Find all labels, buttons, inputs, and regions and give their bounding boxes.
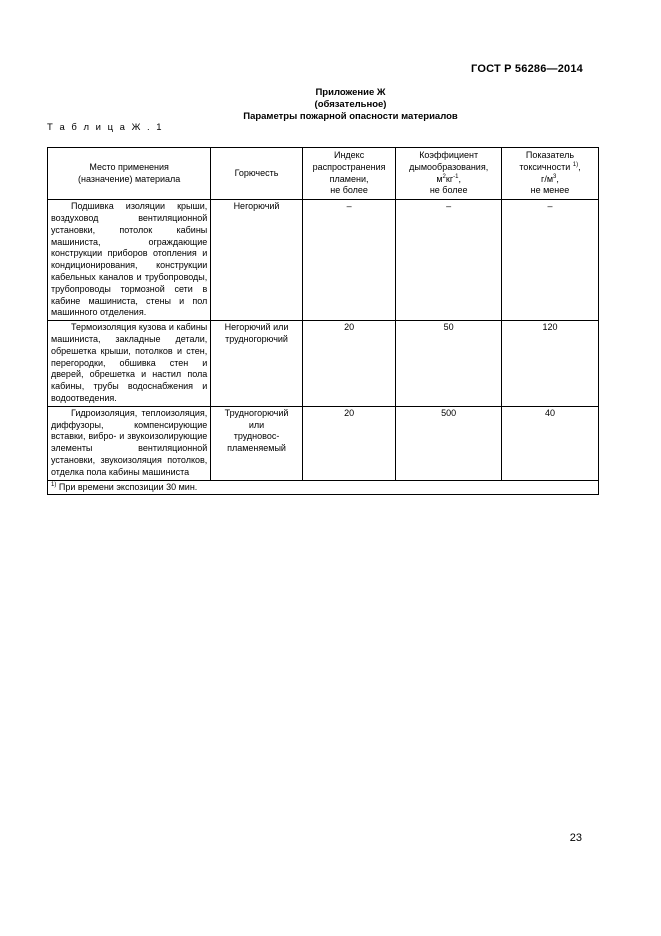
cell-flame-index: – xyxy=(302,200,396,321)
smoke-unit-kg-exponent: -1 xyxy=(453,173,459,180)
cell-combustibility-line: Трудногорючий xyxy=(224,407,289,418)
cell-combustibility-line: или xyxy=(248,419,265,430)
column-header-combustibility: Горючесть xyxy=(211,148,302,200)
fire-hazard-table xyxy=(47,147,599,495)
toxicity-label-end: , xyxy=(578,161,581,172)
appendix-heading xyxy=(0,87,661,123)
cell-combustibility xyxy=(211,321,302,407)
cell-toxicity: 40 xyxy=(501,406,598,480)
column-header-flame-index xyxy=(302,148,396,200)
toxicity-label: токсичности xyxy=(519,161,573,172)
toxicity-unit xyxy=(541,174,559,184)
footnote-reference: 1) xyxy=(572,161,579,168)
table-label: Т а б л и ц а Ж . 1 xyxy=(47,122,164,133)
smoke-unit xyxy=(436,174,461,184)
toxicity-unit-end: , xyxy=(556,173,559,184)
table-row xyxy=(48,321,599,407)
cell-toxicity: – xyxy=(501,200,598,321)
column-header-toxicity-line2 xyxy=(519,162,580,172)
table-header-row xyxy=(48,148,599,200)
cell-flame-index: 20 xyxy=(302,406,396,480)
cell-combustibility-line: Негорючий xyxy=(233,201,280,212)
cell-combustibility xyxy=(211,406,302,480)
column-header-flame-line: Индекс xyxy=(333,150,365,160)
column-header-place-line: (назначение) материала xyxy=(77,173,181,184)
cell-place-text: Подшивка изоляции крыши, воздуховод вентиляционной установки, потолок кабины машиниста, ограждающие конструкции приборов отопления и кондиционирования, конструкции кабельных каналов и трубопроводы, трубопроводы тормозной сети в кабине машиниста, стены и пол машинного отделения. xyxy=(51,201,208,318)
toxicity-unit-base: г/м xyxy=(541,173,554,184)
column-header-flame-line: пламени, xyxy=(329,173,369,184)
document-code: ГОСТ Р 56286—2014 xyxy=(471,63,583,75)
cell-place-text: Термоизоляция кузова и кабины машиниста, закладные детали, обрешетка крыши, потолков и стен, перегородки, обшивка стен и дверей, обрешетка и настил пола кабины, трубы водоснабжения и водоотведения. xyxy=(51,322,208,403)
table-row xyxy=(48,200,599,321)
column-header-toxicity-line: не менее xyxy=(530,185,570,196)
column-header-flame-line: не более xyxy=(330,185,368,196)
column-header-toxicity-line: Показатель xyxy=(525,150,575,160)
column-header-smoke-line: Коэффициент xyxy=(419,150,479,160)
table-row xyxy=(48,406,599,480)
smoke-unit-m: м xyxy=(436,173,443,184)
footnote-mark: 1) xyxy=(51,481,57,488)
cell-smoke-coefficient: 50 xyxy=(396,321,502,407)
cell-combustibility-line: Негорючий или xyxy=(224,322,289,333)
smoke-unit-kg: кг xyxy=(445,173,454,184)
column-header-place xyxy=(48,148,211,200)
cell-place xyxy=(48,321,211,407)
smoke-unit-end: , xyxy=(458,173,461,184)
cell-place-text: Гидроизоляция, теплоизоляция, диффузоры, компенсирующие вставки, вибро- и звукоизолирующие элементы вентиляционной установки, звукоизоляция потолков, отделка пола кабины машиниста xyxy=(51,407,208,477)
table-footnote xyxy=(48,480,599,495)
column-header-toxicity xyxy=(501,148,598,200)
cell-smoke-coefficient: 500 xyxy=(396,406,502,480)
column-header-smoke-coefficient xyxy=(396,148,502,200)
cell-place xyxy=(48,200,211,321)
cell-place xyxy=(48,406,211,480)
column-header-smoke-line: дымообразования, xyxy=(409,161,489,172)
toxicity-unit-exponent: 3 xyxy=(553,173,557,180)
column-header-flame-line: распространения xyxy=(312,161,386,172)
footnote-text: При времени экспозиции 30 мин. xyxy=(56,481,198,492)
cell-flame-index: 20 xyxy=(302,321,396,407)
cell-smoke-coefficient: – xyxy=(396,200,502,321)
smoke-unit-m-exponent: 2 xyxy=(442,173,446,180)
cell-combustibility-line: пламеняемый xyxy=(227,443,286,454)
column-header-place-line: Место применения xyxy=(89,161,169,172)
appendix-status: (обязательное) xyxy=(314,99,387,110)
footnote-row xyxy=(48,480,599,495)
appendix-title: Приложение Ж xyxy=(315,87,386,98)
cell-combustibility-line: трудногорючий xyxy=(225,333,288,344)
cell-toxicity: 120 xyxy=(501,321,598,407)
page-number: 23 xyxy=(569,832,582,844)
appendix-subtitle: Параметры пожарной опасности материалов xyxy=(243,111,458,122)
column-header-smoke-line: не более xyxy=(429,185,468,196)
cell-combustibility-line: трудновос- xyxy=(233,431,280,442)
cell-combustibility xyxy=(211,200,302,321)
